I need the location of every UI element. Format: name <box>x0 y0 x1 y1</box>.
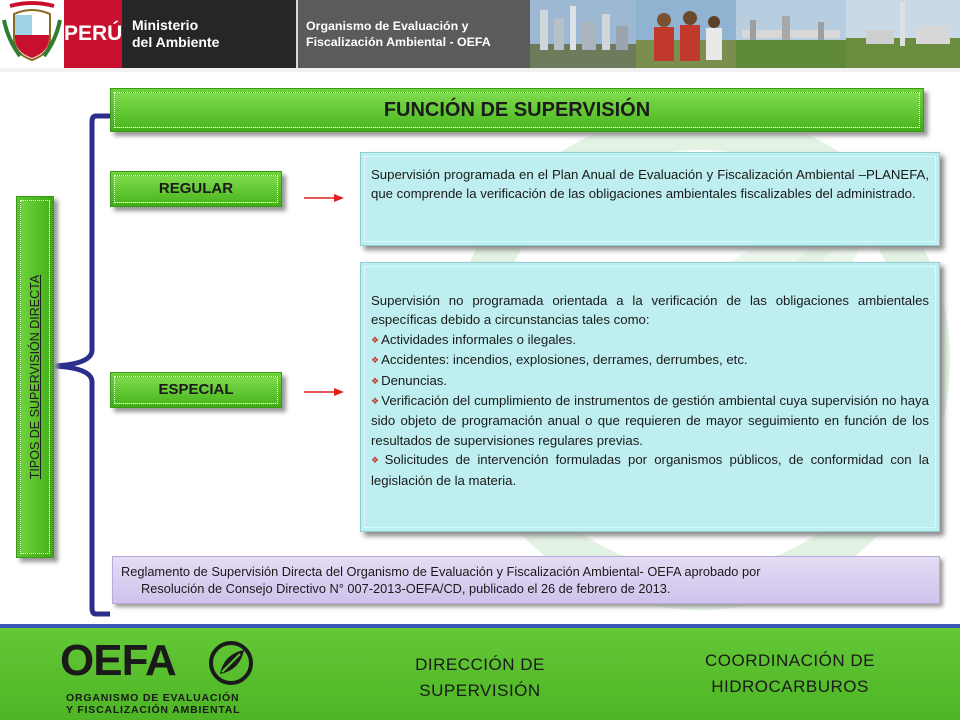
diamond-bullet-icon: ❖ <box>371 396 380 407</box>
list-item: ❖ Accidentes: incendios, explosiones, derrames, derrumbes, etc. <box>371 352 748 368</box>
reglamento-text <box>121 563 931 597</box>
oefa-logo <box>60 634 270 718</box>
oefa-leaf-icon <box>208 640 254 686</box>
especial-description-box <box>360 262 940 532</box>
header-photo-refinery <box>530 0 636 68</box>
peru-brand-block <box>64 0 122 68</box>
especial-label-text: ESPECIAL <box>158 381 234 398</box>
reglamento-line2: Resolución de Consejo Directivo N° 007-2013-OEFA/CD, publicado el 26 de febrero de 2013. <box>141 581 671 596</box>
diamond-bullet-icon: ❖ <box>371 375 380 386</box>
peru-text: PERÚ <box>64 22 123 45</box>
diamond-bullet-icon: ❖ <box>371 455 383 466</box>
header-bar <box>0 0 960 68</box>
agency-line1: Organismo de Evaluación y <box>306 19 469 33</box>
list-item: ❖ Verificación del cumplimiento de instrumentos de gestión ambiental cuya supervisión no haya sido objeto de programación anual o que requieren de mayor seguimiento en función de los resultados de supervisiones regulares previas. <box>371 393 929 448</box>
footer-direccion: DIRECCIÓN DE SUPERVISIÓN <box>415 655 545 700</box>
header-divider <box>0 68 960 72</box>
arrow-right-icon <box>304 192 344 204</box>
vertical-label <box>16 196 54 558</box>
header-photo-facility <box>846 0 960 68</box>
ministerio-line1: Ministerio <box>132 17 199 33</box>
peru-coat-of-arms-icon <box>0 0 64 68</box>
especial-description <box>371 291 929 490</box>
list-item: ❖ Solicitudes de intervención formuladas por organismos públicos, de conformidad con la legislación de la materia. <box>371 452 929 488</box>
ministerio-line2: del Ambiente <box>132 34 220 50</box>
regular-description-box <box>360 152 940 246</box>
diamond-bullet-icon: ❖ <box>371 355 380 366</box>
reglamento-line1: Reglamento de Supervisión Directa del Organismo de Evaluación y Fiscalización Ambiental- OEFA aprobado por <box>121 564 761 579</box>
header-photo-inspectors <box>636 0 736 68</box>
oefa-logo-subtitle: ORGANISMO DE EVALUACIÓN Y FISCALIZACIÓN AMBIENTAL <box>66 692 241 716</box>
list-item: ❖ Denuncias. <box>371 372 448 388</box>
oefa-header-block <box>298 0 530 68</box>
regular-label <box>110 171 282 207</box>
regular-description: Supervisión programada en el Plan Anual de Evaluación y Fiscalización Ambiental –PLANEFA, que comprende la verificación de las obligaciones ambientales fiscalizables del administrado. <box>371 167 929 202</box>
page-title: FUNCIÓN DE SUPERVISIÓN <box>383 99 651 121</box>
title-banner <box>110 88 924 132</box>
oefa-logo-word: OEFA <box>60 636 176 685</box>
especial-intro: Supervisión no programada orientada a la verificación de las obligaciones ambientales específicas debido a circunstancias tales como: <box>371 293 929 328</box>
agency-line2: Fiscalización Ambiental - OEFA <box>306 35 491 49</box>
footer-coordinacion: COORDINACIÓN DE HIDROCARBUROS <box>705 651 875 696</box>
vertical-label-text: TIPOS DE SUPERVISIÓN DIRECTA <box>28 274 42 480</box>
diamond-bullet-icon: ❖ <box>371 334 380 345</box>
reglamento-box <box>112 556 940 604</box>
regular-label-text: REGULAR <box>158 180 234 197</box>
list-item: ❖ Actividades informales o ilegales. <box>371 331 577 347</box>
footer-bar <box>0 628 960 720</box>
header-photo-pipeline <box>736 0 846 68</box>
ministerio-block <box>122 0 296 68</box>
arrow-right-icon <box>304 386 344 398</box>
especial-label <box>110 372 282 408</box>
